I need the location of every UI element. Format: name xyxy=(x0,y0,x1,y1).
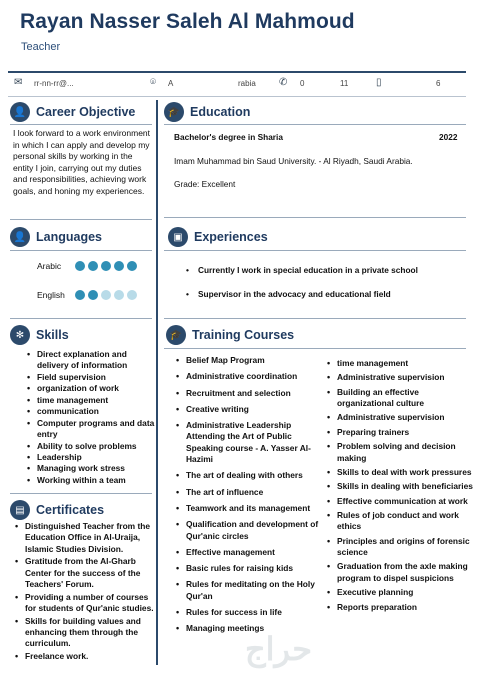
book-icon: ▤ xyxy=(10,500,30,520)
training-item: • Administrative coordination xyxy=(174,371,320,382)
graduation-cap-icon: 🎓 xyxy=(166,325,186,345)
training-item: • Creative writing xyxy=(174,404,320,415)
contact-bar xyxy=(10,78,470,92)
level-dot-filled xyxy=(75,261,85,271)
column-divider xyxy=(156,100,158,665)
skills-heading: ✻ Skills xyxy=(10,324,69,346)
certificate-item: • Gratitude from the Al-Gharb Center for the success of the Teachers' Forum. xyxy=(13,556,156,590)
training-item: • Administrative Leadership Attending the Art of Public Speaking course - A. Yasser Al-Hazimi xyxy=(174,420,320,465)
training-item: • Teamwork and its management xyxy=(174,503,320,514)
level-dot-filled xyxy=(88,261,98,271)
training-item: • Rules of job conduct and work ethics xyxy=(325,510,473,533)
language-row-english xyxy=(37,290,140,300)
training-item: • Rules for success in life xyxy=(174,607,320,618)
experience-item: • Currently I work in special education in a private school xyxy=(198,265,418,275)
training-item: • Rules for meditating on the Holy Qur'an xyxy=(174,579,320,602)
skill-item: • Direct explanation and delivery of information xyxy=(25,349,156,372)
job-title: Teacher xyxy=(21,41,61,53)
section-rule xyxy=(164,124,466,125)
training-list-col1 xyxy=(174,355,320,640)
certificate-item: • Distinguished Teacher from the Education Office in Al-Uraija, Islamic Studies Division. xyxy=(13,521,156,555)
skill-item: • Managing work stress xyxy=(25,463,156,474)
training-item: • time management xyxy=(325,358,473,369)
level-dot-filled xyxy=(75,290,85,300)
level-dot-filled xyxy=(101,261,111,271)
contact-address-start: A xyxy=(168,79,174,88)
level-dot-filled xyxy=(88,290,98,300)
phone-icon: ✆ xyxy=(279,77,288,88)
envelope-icon: ✉ xyxy=(14,77,23,88)
training-item: • Building an effective organizational culture xyxy=(325,387,473,410)
training-item: • Recruitment and selection xyxy=(174,388,320,399)
languages-heading: 👤 Languages xyxy=(10,226,102,248)
certificate-item: • Providing a number of courses for students of Qur'anic studies. xyxy=(13,592,156,615)
training-courses-heading: 🎓 Training Courses xyxy=(166,324,294,346)
level-dot-filled xyxy=(127,261,137,271)
certificate-item: • Freelance work. xyxy=(13,651,156,662)
contact-address-end: rabia xyxy=(238,79,256,88)
skill-item: • Field supervision xyxy=(25,372,156,383)
section-rule xyxy=(164,348,466,349)
skill-item: • Leadership xyxy=(25,452,156,463)
education-grade: Grade: Excellent xyxy=(174,179,236,189)
training-item: • Problem solving and decision making xyxy=(325,441,473,464)
training-item: • Administrative supervision xyxy=(325,372,473,383)
training-item: • Principles and origins of forensic science xyxy=(325,536,473,559)
experience-item: • Supervisor in the advocacy and educational field xyxy=(198,289,391,299)
training-item: • Executive planning xyxy=(325,587,473,598)
section-rule xyxy=(10,219,152,220)
contact-phone-start: 0 xyxy=(300,79,305,88)
education-university: Imam Muhammad bin Saud University. - Al Riyadh, Saudi Arabia. xyxy=(174,156,413,166)
training-item: • Administrative supervision xyxy=(325,412,473,423)
section-rule xyxy=(10,250,152,251)
level-dot-filled xyxy=(114,261,124,271)
training-item: • Reports preparation xyxy=(325,602,473,613)
training-item: • Graduation from the axle making program to dispel suspicions xyxy=(325,561,473,584)
contact-top-rule xyxy=(8,71,466,73)
training-list-col2 xyxy=(325,358,473,616)
mobile-icon: ▯ xyxy=(376,77,382,88)
language-row-arabic xyxy=(37,261,140,271)
briefcase-icon: ▣ xyxy=(168,227,188,247)
section-rule xyxy=(10,124,152,125)
pin-icon: ⌾ xyxy=(150,77,156,88)
graduation-cap-icon: 🎓 xyxy=(164,102,184,122)
language-level-dots xyxy=(75,290,140,300)
training-item: • Managing meetings xyxy=(174,623,320,634)
level-dot-empty xyxy=(101,290,111,300)
language-name: Arabic xyxy=(37,261,62,271)
contact-bottom-rule xyxy=(8,96,466,97)
section-rule xyxy=(164,318,466,319)
career-objective-text: I look forward to a work environment in which I can apply and develop my personal skills by working in the entity I join, carrying out my duties and responsibilities, achieving work goals, and honing my experiences. xyxy=(13,128,151,196)
section-rule xyxy=(10,318,152,319)
language-name: English xyxy=(37,290,65,300)
certificates-heading: ▤ Certificates xyxy=(10,499,104,521)
language-level-dots xyxy=(75,261,140,271)
skill-item: • Computer programs and data entry xyxy=(25,418,156,441)
skill-item: • communication xyxy=(25,406,156,417)
skill-item: • Ability to solve problems xyxy=(25,441,156,452)
contact-phone-end: 6 xyxy=(436,79,441,88)
training-item: • Skills in dealing with beneficiaries xyxy=(325,481,473,492)
level-dot-empty xyxy=(114,290,124,300)
training-item: • The art of influence xyxy=(174,487,320,498)
contact-phone-mid: 11 xyxy=(340,79,349,88)
training-item: • Effective communication at work xyxy=(325,496,473,507)
education-year: 2022 xyxy=(439,132,458,142)
training-item: • Qualification and development of Qur'anic circles xyxy=(174,519,320,542)
section-rule xyxy=(164,217,466,218)
skill-item: • organization of work xyxy=(25,383,156,394)
resume-name: Rayan Nasser Saleh Al Mahmoud xyxy=(20,10,355,33)
section-rule xyxy=(10,493,152,494)
certificates-list xyxy=(13,521,156,664)
experiences-heading: ▣ Experiences xyxy=(168,226,268,248)
education-heading: 🎓 Education xyxy=(164,101,250,123)
skill-item: • Working within a team xyxy=(25,475,156,486)
person-icon: 👤 xyxy=(10,227,30,247)
section-rule xyxy=(164,250,466,251)
education-degree: Bachelor's degree in Sharia xyxy=(174,132,283,142)
training-item: • The art of dealing with others xyxy=(174,470,320,481)
training-item: • Preparing trainers xyxy=(325,427,473,438)
certificate-item: • Skills for building values and enhancing them through the curriculum. xyxy=(13,616,156,650)
skill-item: • time management xyxy=(25,395,156,406)
watermark-logo: حراج xyxy=(245,631,312,667)
contact-email: rr-nn-rr@... xyxy=(34,79,74,88)
skills-list xyxy=(25,349,156,486)
network-icon: ✻ xyxy=(10,325,30,345)
training-item: • Belief Map Program xyxy=(174,355,320,366)
person-icon: 👤 xyxy=(10,102,30,122)
level-dot-empty xyxy=(127,290,137,300)
career-objective-heading: 👤 Career Objective xyxy=(10,101,135,123)
training-item: • Basic rules for raising kids xyxy=(174,563,320,574)
training-item: • Skills to deal with work pressures xyxy=(325,467,473,478)
training-item: • Effective management xyxy=(174,547,320,558)
